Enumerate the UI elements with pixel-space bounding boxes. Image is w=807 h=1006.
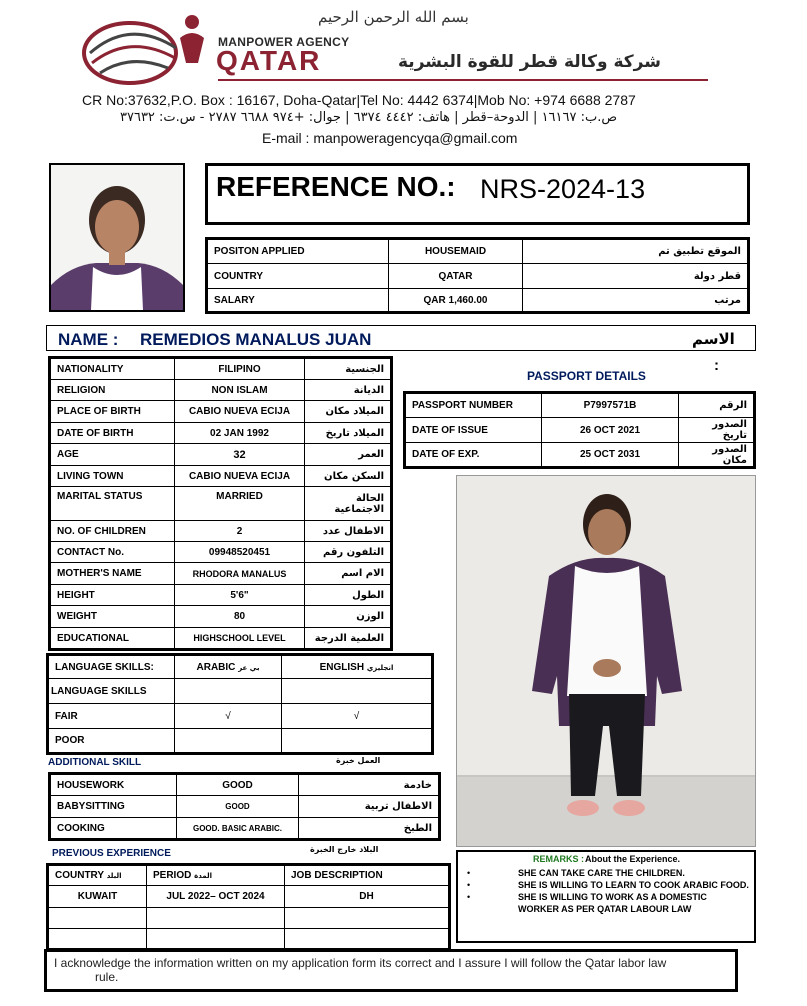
babysitting-label: BABYSITTING — [50, 796, 177, 818]
nationality-value: FILIPINO — [175, 358, 305, 380]
english-header-label: ENGLISH — [319, 661, 365, 673]
education-label-arabic: العلمية الدرجة — [305, 628, 392, 650]
agency-name-large: QATAR — [216, 45, 322, 76]
period-column-label: PERIOD — [153, 870, 192, 881]
name-label-arabic: الاسم — [692, 330, 735, 348]
period-column-arabic: المدة — [194, 872, 213, 880]
fair-label: FAIR — [48, 704, 175, 729]
salary-label: SALARY — [207, 289, 389, 313]
english-header-arabic: انجليزي — [366, 663, 394, 672]
mother-name-value: RHODORA MANALUS — [175, 563, 305, 585]
marital-status-value: MARRIED — [175, 487, 305, 521]
date-of-birth-label-arabic: الميلاد تاريخ — [305, 423, 392, 444]
nationality-label: NATIONALITY — [50, 358, 175, 380]
height-label-arabic: الطول — [305, 585, 392, 606]
reference-number: NRS-2024-13 — [480, 174, 646, 204]
housework-value: GOOD — [177, 774, 299, 796]
cooking-value: GOOD. BASIC ARABIC. — [177, 818, 299, 840]
language-skills-header: LANGUAGE SKILLS: — [48, 655, 175, 679]
remark-item-4: WORKER AS PER QATAR LABOUR LAW — [518, 904, 692, 914]
header-divider — [218, 79, 708, 81]
country-column-header — [48, 865, 147, 886]
additional-skill-table — [48, 772, 441, 841]
cooking-label-arabic: الطبخ — [299, 818, 440, 840]
job-column-header: JOB DESCRIPTION — [285, 865, 450, 886]
education-value: HIGHSCHOOL LEVEL — [175, 628, 305, 650]
experience-job-empty-2 — [285, 929, 450, 950]
experience-period: JUL 2022– OCT 2024 — [147, 886, 285, 908]
living-town-label-arabic: السكن مكان — [305, 466, 392, 487]
country-value: QATAR — [389, 264, 523, 289]
remarks-subtitle: About the Experience. — [585, 854, 681, 864]
basmala-text: بسم الله الرحمن الرحيم — [318, 8, 469, 26]
position-label: POSITON APPLIED — [207, 239, 389, 264]
remark-item-2: SHE IS WILLING TO LEARN TO COOK ARABIC FOOD. — [518, 880, 749, 890]
passport-number-value: P7997571B — [542, 393, 679, 418]
marital-status-label: MARITAL STATUS — [50, 487, 175, 521]
remarks-title: REMARKS : — [533, 854, 584, 864]
age-label: AGE — [50, 444, 175, 466]
height-label: HEIGHT — [50, 585, 175, 606]
weight-label-arabic: الوزن — [305, 606, 392, 628]
date-of-exp-label: DATE OF EXP. — [405, 443, 542, 468]
country-column-arabic: البلد — [106, 872, 122, 880]
candidate-name: REMEDIOS MANALUS JUAN — [140, 330, 372, 349]
country-column-label: COUNTRY — [55, 870, 104, 881]
remark-bullet: • — [467, 868, 471, 878]
marital-status-label-arabic: الحالة الاجتماعية — [305, 487, 392, 521]
living-town-label: LIVING TOWN — [50, 466, 175, 487]
passport-table — [403, 391, 756, 469]
language-skills-row-label: LANGUAGE SKILLS — [48, 679, 175, 704]
remark-bullet: • — [467, 892, 471, 902]
position-value: HOUSEMAID — [389, 239, 523, 264]
date-of-exp-value: 25 OCT 2031 — [542, 443, 679, 468]
education-label: EDUCATIONAL — [50, 628, 175, 650]
fair-arabic-check: √ — [175, 704, 282, 729]
experience-job-empty-1 — [285, 908, 450, 929]
children-label-arabic: الاطفال عدد — [305, 521, 392, 542]
reference-label: REFERENCE NO.: — [216, 171, 456, 202]
country-label-arabic: قطر دولة — [523, 264, 749, 289]
position-label-arabic: الموقع تطبيق تم — [523, 239, 749, 264]
remark-item-1: SHE CAN TAKE CARE THE CHILDREN. — [518, 868, 685, 878]
name-arabic-colon: : — [714, 357, 719, 374]
poor-english-check — [282, 729, 433, 754]
additional-skill-title: ADDITIONAL SKILL — [48, 757, 142, 768]
experience-table — [46, 863, 451, 951]
nationality-label-arabic: الجنسية — [305, 358, 392, 380]
passport-details-title: PASSPORT DETAILS — [527, 369, 646, 383]
contact-label: CONTACT No. — [50, 542, 175, 563]
language-skills-english — [282, 679, 433, 704]
children-label: NO. OF CHILDREN — [50, 521, 175, 542]
place-of-birth-label-arabic: الميلاد مكان — [305, 401, 392, 423]
religion-value: NON ISLAM — [175, 380, 305, 401]
passport-number-label-arabic: الرقم — [679, 393, 755, 418]
position-table — [205, 237, 750, 314]
poor-label: POOR — [48, 729, 175, 754]
weight-value: 80 — [175, 606, 305, 628]
acknowledgement-text-end: rule. — [95, 970, 119, 984]
additional-skill-title-arabic: العمل خبرة — [336, 756, 381, 765]
living-town-value: CABIO NUEVA ECIJA — [175, 466, 305, 487]
religion-label-arabic: الديانة — [305, 380, 392, 401]
date-of-issue-label-arabic: الصدور تاريخ — [679, 418, 755, 443]
fair-english-check: √ — [282, 704, 433, 729]
agency-name-arabic: شركة وكالة قطر للقوة البشرية — [398, 52, 661, 72]
arabic-header — [175, 655, 282, 679]
age-value: 32 — [175, 444, 305, 466]
place-of-birth-value: CABIO NUEVA ECIJA — [175, 401, 305, 423]
agency-name-small: MANPOWER AGENCY — [218, 35, 350, 49]
experience-country: KUWAIT — [48, 886, 147, 908]
experience-period-empty-2 — [147, 929, 285, 950]
height-value: 5'6" — [175, 585, 305, 606]
experience-country-empty-1 — [48, 908, 147, 929]
name-label: NAME : — [58, 330, 119, 349]
portrait-photo — [49, 163, 185, 312]
contact-label-arabic: التلفون رقم — [305, 542, 392, 563]
date-of-issue-label: DATE OF ISSUE — [405, 418, 542, 443]
age-label-arabic: العمر — [305, 444, 392, 466]
experience-job: DH — [285, 886, 450, 908]
language-skills-table — [46, 653, 434, 755]
agency-logo — [80, 8, 215, 88]
weight-label: WEIGHT — [50, 606, 175, 628]
children-value: 2 — [175, 521, 305, 542]
poor-arabic-check — [175, 729, 282, 754]
date-of-birth-value: 02 JAN 1992 — [175, 423, 305, 444]
language-skills-arabic — [175, 679, 282, 704]
place-of-birth-label: PLACE OF BIRTH — [50, 401, 175, 423]
housework-label: HOUSEWORK — [50, 774, 177, 796]
date-of-issue-value: 26 OCT 2021 — [542, 418, 679, 443]
remark-item-3: SHE IS WILLING TO WORK AS A DOMESTIC — [518, 892, 707, 902]
date-of-exp-label-arabic: الصدور مكان — [679, 443, 755, 468]
contact-line: CR No:37632,P.O. Box : 16167, Doha-Qatar|Tel No: 4442 6374|Mob No: +974 6688 2787 — [82, 92, 636, 108]
period-column-header — [147, 865, 285, 886]
contact-line-arabic: ص.ب: ١٦١٦٧ | الدوحة–قطر | هاتف: ٤٤٤٢ ٦٣٧٤ | جوال: +٩٧٤ ٦٦٨٨ ٢٧٨٧ - س.ت: ٣٧٦٣٢ — [120, 110, 618, 125]
experience-period-empty-1 — [147, 908, 285, 929]
remark-bullet: • — [467, 880, 471, 890]
mother-name-label-arabic: الام اسم — [305, 563, 392, 585]
arabic-header-label: ARABIC — [196, 661, 236, 673]
previous-experience-title: PREVIOUS EXPERIENCE — [52, 848, 171, 859]
country-label: COUNTRY — [207, 264, 389, 289]
salary-value: QAR 1,460.00 — [389, 289, 523, 313]
full-body-photo — [456, 475, 756, 847]
babysitting-value: GOOD — [177, 796, 299, 818]
religion-label: RELIGION — [50, 380, 175, 401]
cooking-label: COOKING — [50, 818, 177, 840]
mother-name-label: MOTHER'S NAME — [50, 563, 175, 585]
housework-label-arabic: خادمة — [299, 774, 440, 796]
english-header — [282, 655, 433, 679]
contact-value: 09948520451 — [175, 542, 305, 563]
experience-country-empty-2 — [48, 929, 147, 950]
arabic-header-arabic: بي عر — [238, 663, 260, 672]
babysitting-label-arabic: الاطفال تربية — [299, 796, 440, 818]
salary-label-arabic: مرتب — [523, 289, 749, 313]
previous-experience-title-arabic: البلاد خارج الخبرة — [310, 845, 379, 854]
email-line: E-mail : manpoweragencyqa@gmail.com — [262, 130, 518, 146]
date-of-birth-label: DATE OF BIRTH — [50, 423, 175, 444]
personal-details-table — [48, 356, 393, 651]
passport-number-label: PASSPORT NUMBER — [405, 393, 542, 418]
acknowledgement-text: I acknowledge the information written on my application form its correct and I assure I will follow the Qatar labor law — [54, 956, 667, 970]
